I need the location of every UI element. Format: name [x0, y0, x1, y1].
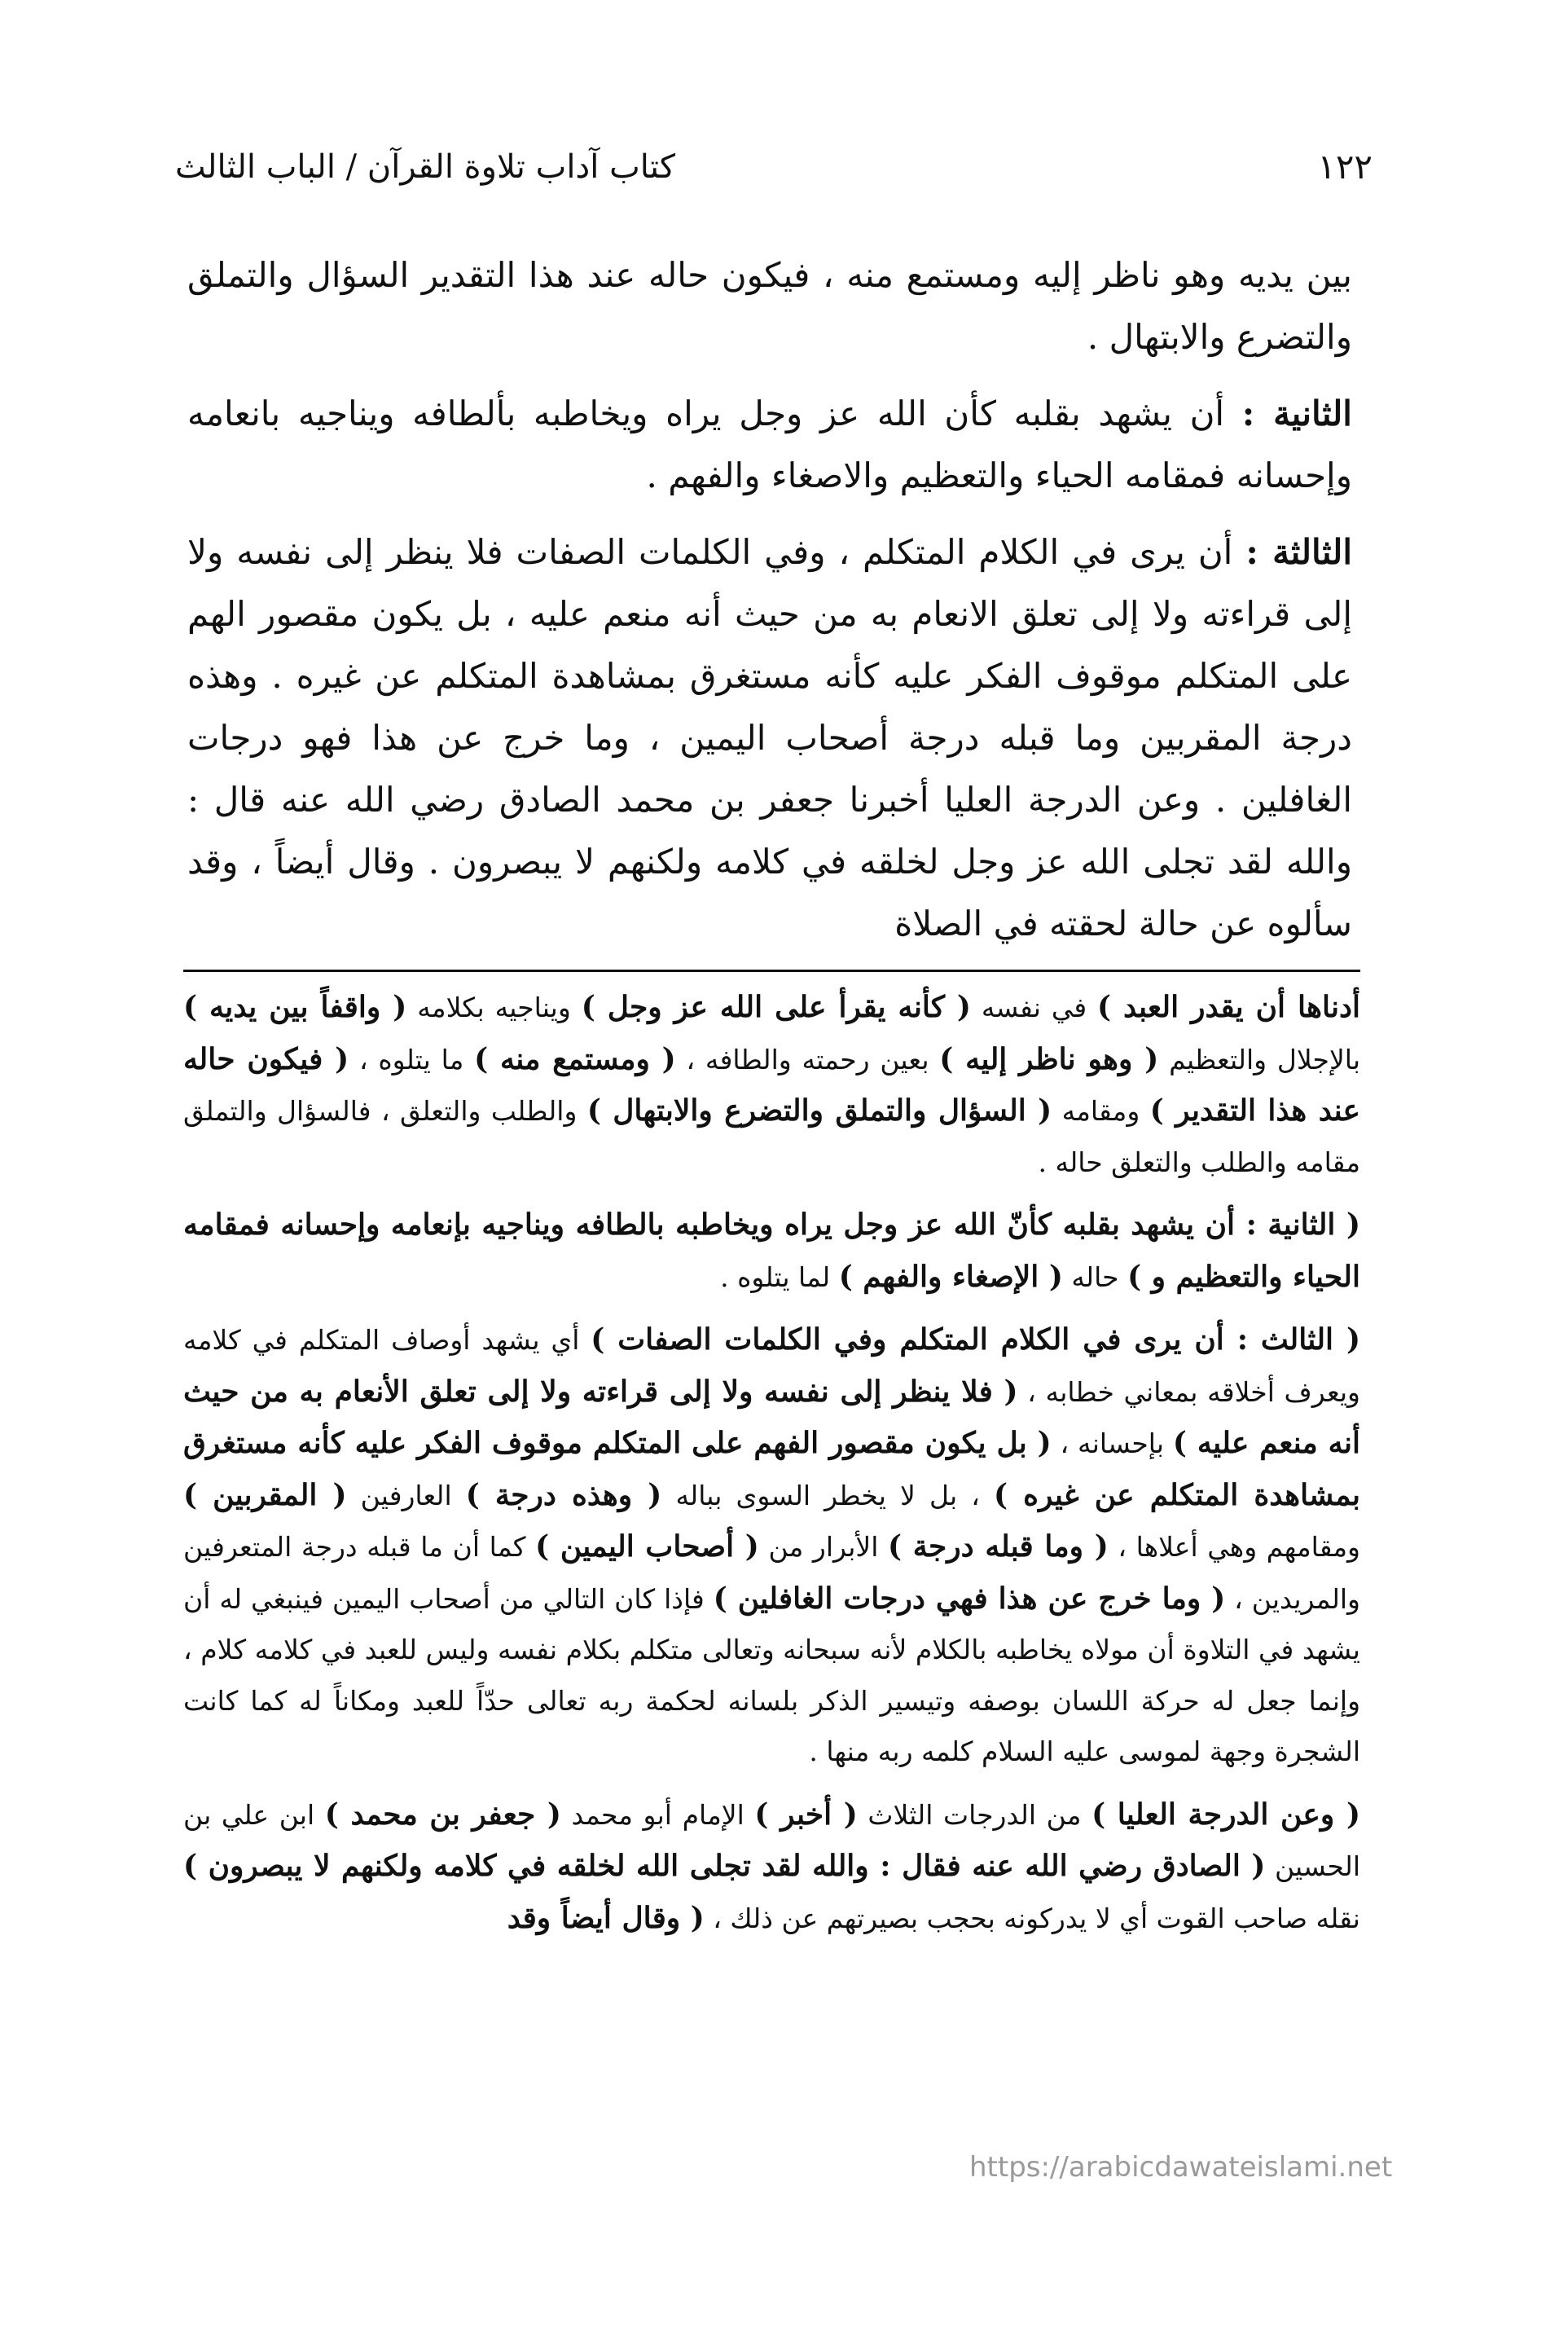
commentary-paragraph — [183, 1199, 1360, 1303]
watermark-url: https://arabicdawateislami.net — [969, 2151, 1393, 2184]
commentary-segment: كما أن ما قبله درجة المتعرفين والمريدين ، — [183, 1531, 1360, 1615]
commentary-segment: ومقامه — [1052, 1095, 1150, 1127]
quoted-main-text: ( وعن الدرجة العليا ) — [1091, 1797, 1360, 1832]
page-header — [175, 143, 1373, 191]
commentary-segment: في نفسه — [970, 992, 1098, 1023]
paragraph-text: أن يرى في الكلام المتكلم ، وفي الكلمات الصفات فلا ينظر إلى نفسه ولا إلى قراءته ولا إلى تعلق الانعام به من حيث أنه منعم عليه ، بل يكون مقصور الهم على المتكلم موقوف الفكر عليه كأنه مستغرق بمشاهدة المتكلم عن غيره . وهذه درجة المقربين وما قبله درجة أصحاب اليمين ، وما خرج عن هذا فهو درجات الغافلين . وعن الدرجة العليا أخبرنا جعفر بن محمد الصادق رضي الله عنه قال : والله لقد تجلى الله عز وجل لخلقه في كلامه ولكنهم لا يبصرون . وقال أيضاً ، وقد سألوه عن حالة لحقته في الصلاة — [187, 532, 1352, 944]
quoted-main-text: ( أصحاب اليمين ) — [535, 1529, 759, 1564]
quoted-main-text: ( وما خرج عن هذا فهي درجات الغافلين ) — [713, 1581, 1226, 1616]
main-text — [187, 244, 1352, 970]
commentary-segment: من الدرجات الثلاث — [857, 1798, 1092, 1831]
quoted-main-text: ( المقربين ) — [183, 1477, 347, 1512]
commentary-segment: العارفين — [346, 1479, 466, 1511]
page-number: ١٢٢ — [1317, 147, 1373, 187]
commentary-segment: لما يتلوه . — [720, 1260, 839, 1293]
commentary-segment: بإحسانه ، — [1051, 1427, 1173, 1459]
main-paragraph — [187, 244, 1352, 368]
quoted-main-text: ( السؤال والتملق والتضرع والابتهال ) — [586, 1093, 1052, 1128]
quoted-main-text: ( الإصغاء والفهم ) — [838, 1259, 1063, 1294]
quoted-main-text: ( الثانية : أن يشهد بقلبه كأنّ الله عز وجل يراه ويخاطبه بالطافه ويناجيه بإنعامه وإحسانه فمقامه الحياء والتعظيم و ) — [183, 1207, 1360, 1294]
quoted-main-text: ( فيكون حاله عند هذا التقدير ) — [183, 1041, 1360, 1128]
commentary-paragraph — [183, 1789, 1360, 1945]
commentary-segment: ابن علي بن الحسين — [183, 1798, 1360, 1882]
commentary-segment: ومقامهم وهي أعلاها ، — [1108, 1531, 1360, 1563]
running-title: كتاب آداب تلاوة القرآن / الباب الثالث — [175, 148, 676, 186]
quoted-main-text: ( أخبر ) — [754, 1797, 858, 1832]
quoted-main-text: ( فلا ينظر إلى نفسه ولا إلى قراءته ولا إلى تعلق الأنعام به من حيث أنه منعم عليه ) — [183, 1374, 1360, 1460]
quoted-main-text: أدناها أن يقدر العبد ) — [1097, 990, 1360, 1024]
commentary-paragraph — [183, 1314, 1360, 1778]
commentary-segment: فإذا كان التالي من أصحاب اليمين فينبغي له أن يشهد في التلاوة أن مولاه يخاطبه بالكلام لأنه سبحانه وتعالى متكلم بكلام نفسه وليس للعبد في كلامه كلام ، وإنما جعل له حركة اللسان بوصفه وتيسير الذكر بلسانه لحكمة ربه تعالى حدّاً للعبد ومكاناً له كما كانت الشجرة وجهة لموسى عليه السلام كلمه ربه منها . — [183, 1582, 1360, 1767]
quoted-main-text: ( الثالث : أن يرى في الكلام المتكلم وفي الكلمات الصفات ) — [591, 1322, 1361, 1357]
commentary-segment: نقله صاحب القوت أي لا يدركونه بحجب بصيرتهم عن ذلك ، — [704, 1902, 1360, 1934]
quoted-main-text: ( ومستمع منه ) — [474, 1041, 676, 1076]
quoted-main-text: ( وقال أيضاً وقد — [507, 1900, 705, 1935]
commentary-segment: ويناجيه بكلامه — [406, 992, 582, 1023]
commentary-segment: ما يتلوه ، — [349, 1043, 475, 1076]
commentary-segment: والطلب والتعلق ، فالسؤال والتملق مقامه والطلب والتعلق حاله . — [183, 1095, 1360, 1178]
quoted-main-text: ( كأنه يقرأ على الله عز وجل ) — [581, 990, 971, 1024]
main-paragraph — [187, 521, 1352, 955]
commentary-paragraph — [183, 982, 1360, 1188]
main-paragraph — [187, 383, 1352, 507]
quoted-main-text: ( وما قبله درجة ) — [888, 1529, 1109, 1564]
commentary-segment: بعين رحمته والطافه ، — [675, 1043, 940, 1076]
quoted-main-text: ( واقفاً بين يديه ) — [183, 990, 407, 1024]
commentary-segment: أي يشهد أوصاف المتكلم في كلامه ويعرف أخلاقه بمعاني خطابه ، — [183, 1324, 1360, 1408]
separator-rule — [183, 970, 1360, 972]
quoted-main-text: ( وهذه درجة ) — [465, 1477, 662, 1512]
paragraph-lead: الثالثة : — [1245, 532, 1352, 572]
paragraph-text: أن يشهد بقلبه كأن الله عز وجل يراه ويخاطبه بألطافه ويناجيه بانعامه وإحسانه فمقامه الحياء والتعظيم والاصغاء والفهم . — [187, 394, 1352, 495]
quoted-main-text: ( بل يكون مقصور الفهم على المتكلم موقوف الفكر عليه كأنه مستغرق بمشاهدة المتكلم عن غيره ) — [183, 1426, 1360, 1512]
paragraph-lead: الثانية : — [1241, 394, 1352, 433]
quoted-main-text: ( جعفر بن محمد ) — [324, 1797, 561, 1832]
commentary-segment: حاله — [1062, 1260, 1128, 1293]
quoted-main-text: ( الصادق رضي الله عنه فقال : والله لقد تجلى الله لخلقه في كلامه ولكنهم لا يبصرون ) — [183, 1849, 1266, 1883]
commentary-segment: ، بل لا يخطر السوى بباله — [661, 1479, 994, 1511]
commentary-text — [183, 982, 1360, 1955]
commentary-segment: الإمام أبو محمد — [560, 1798, 755, 1831]
commentary-segment: الأبرار من — [758, 1531, 889, 1563]
commentary-segment: بالإجلال والتعظيم — [1158, 1043, 1361, 1076]
quoted-main-text: ( وهو ناظر إليه ) — [939, 1041, 1159, 1076]
paragraph-text: بين يديه وهو ناظر إليه ومستمع منه ، فيكون حاله عند هذا التقدير السؤال والتملق والتضرع والابتهال . — [187, 255, 1352, 357]
